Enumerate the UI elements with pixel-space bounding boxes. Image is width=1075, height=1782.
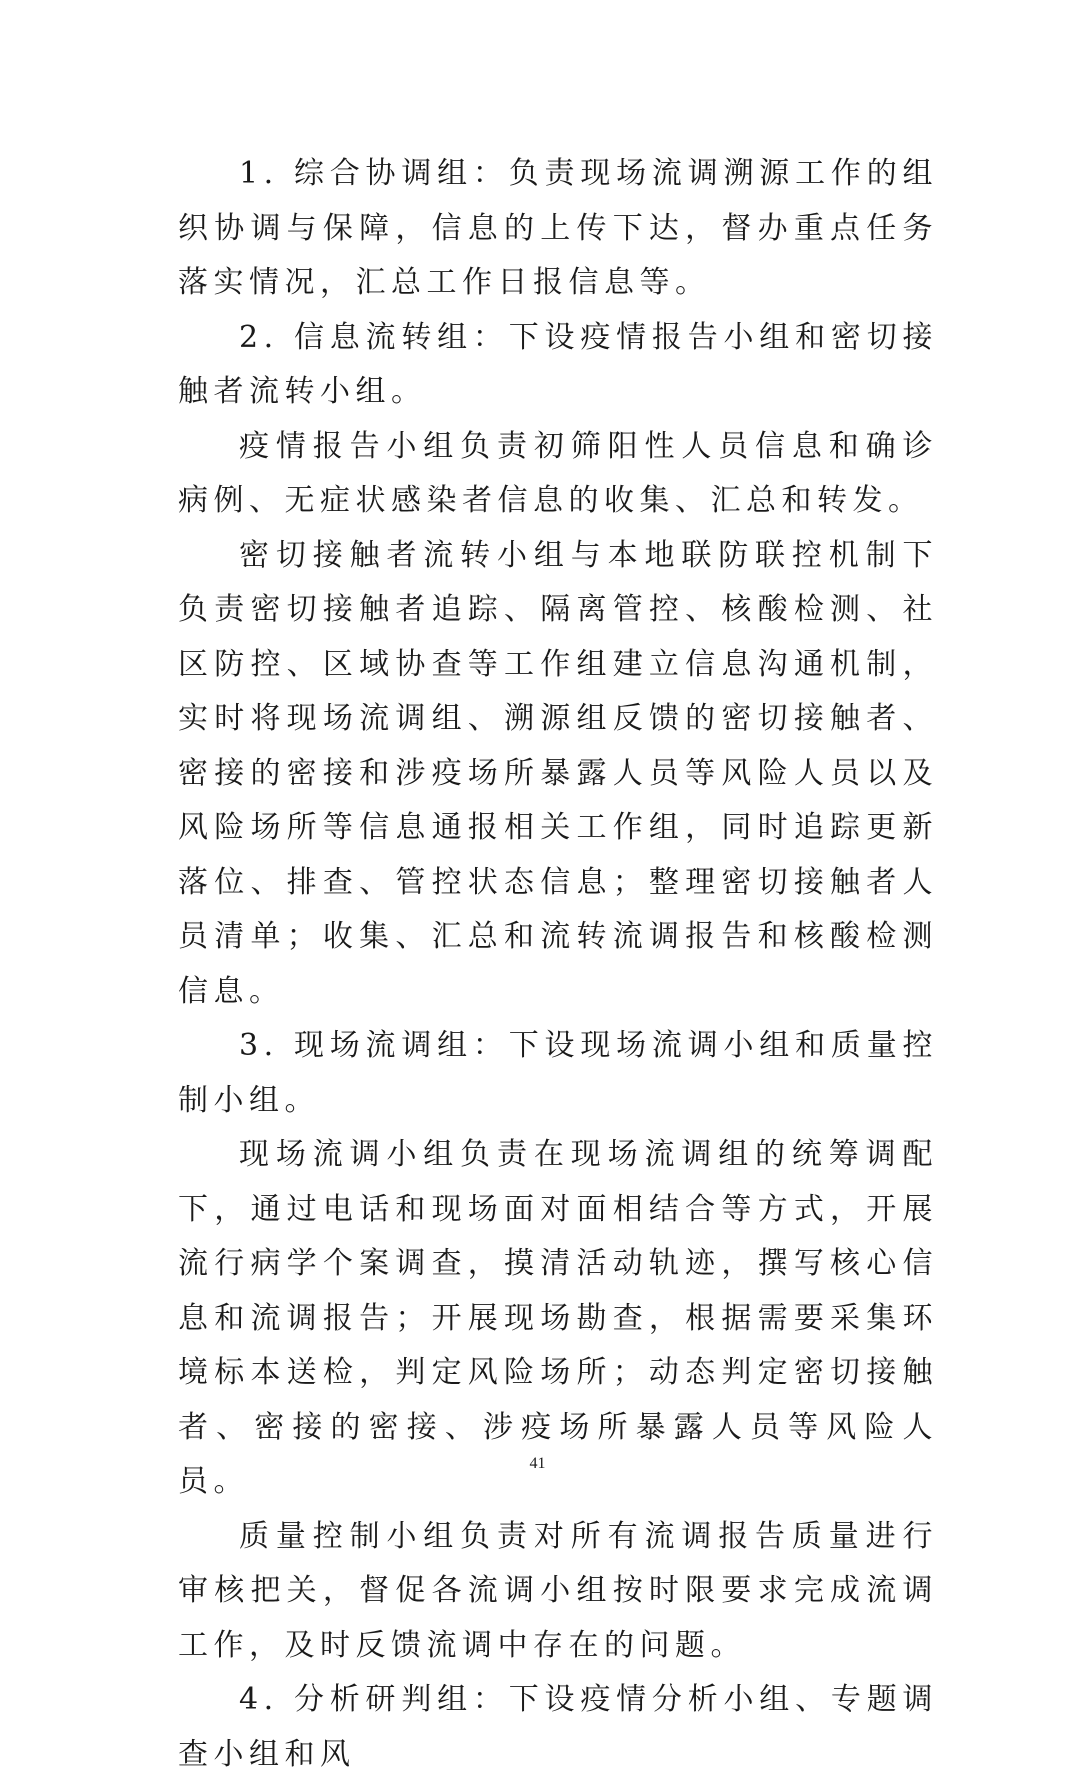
paragraph-coordination-group: 1. 综合协调组：负责现场流调溯源工作的组织协调与保障，信息的上传下达，督办重点任务落实情况，汇总工作日报信息等。 bbox=[178, 156, 938, 300]
paragraph-information-transfer-group: 2. 信息流转组：下设疫情报告小组和密切接触者流转小组。 bbox=[178, 319, 938, 409]
paragraph-field-investigation-group: 3. 现场流调组：下设现场流调小组和质量控制小组。 bbox=[178, 1028, 938, 1118]
paragraph-epidemic-report-team: 疫情报告小组负责初筛阳性人员信息和确诊病例、无症状感染者信息的收集、汇总和转发。 bbox=[178, 428, 938, 518]
paragraph-field-investigation-team: 现场流调小组负责在现场流调组的统筹调配下，通过电话和现场面对面相结合等方式，开展流行病学个案调查，摸清活动轨迹，撰写核心信息和流调报告；开展现场勘查，根据需要采集环境标本送检，判定风险场所；动态判定密切接触者、密接的密接、涉疫场所暴露人员等风险人员。 bbox=[178, 1137, 938, 1499]
page-number: 41 bbox=[529, 1455, 546, 1472]
paragraph-close-contact-team: 密切接触者流转小组与本地联防联控机制下负责密切接触者追踪、隔离管控、核酸检测、社区防控、区域协查等工作组建立信息沟通机制，实时将现场流调组、溯源组反馈的密切接触者、密接的密接和涉疫场所暴露人员等风险人员以及风险场所等信息通报相关工作组，同时追踪更新落位、排查、管控状态信息；整理密切接触者人员清单；收集、汇总和流转流调报告和核酸检测信息。 bbox=[178, 537, 938, 1009]
paragraph-quality-control-team: 质量控制小组负责对所有流调报告质量进行审核把关，督促各流调小组按时限要求完成流调工作，及时反馈流调中存在的问题。 bbox=[178, 1518, 938, 1663]
body-text bbox=[178, 147, 938, 1782]
paragraph-analysis-group: 4. 分析研判组：下设疫情分析小组、专题调查小组和风 bbox=[178, 1682, 938, 1772]
